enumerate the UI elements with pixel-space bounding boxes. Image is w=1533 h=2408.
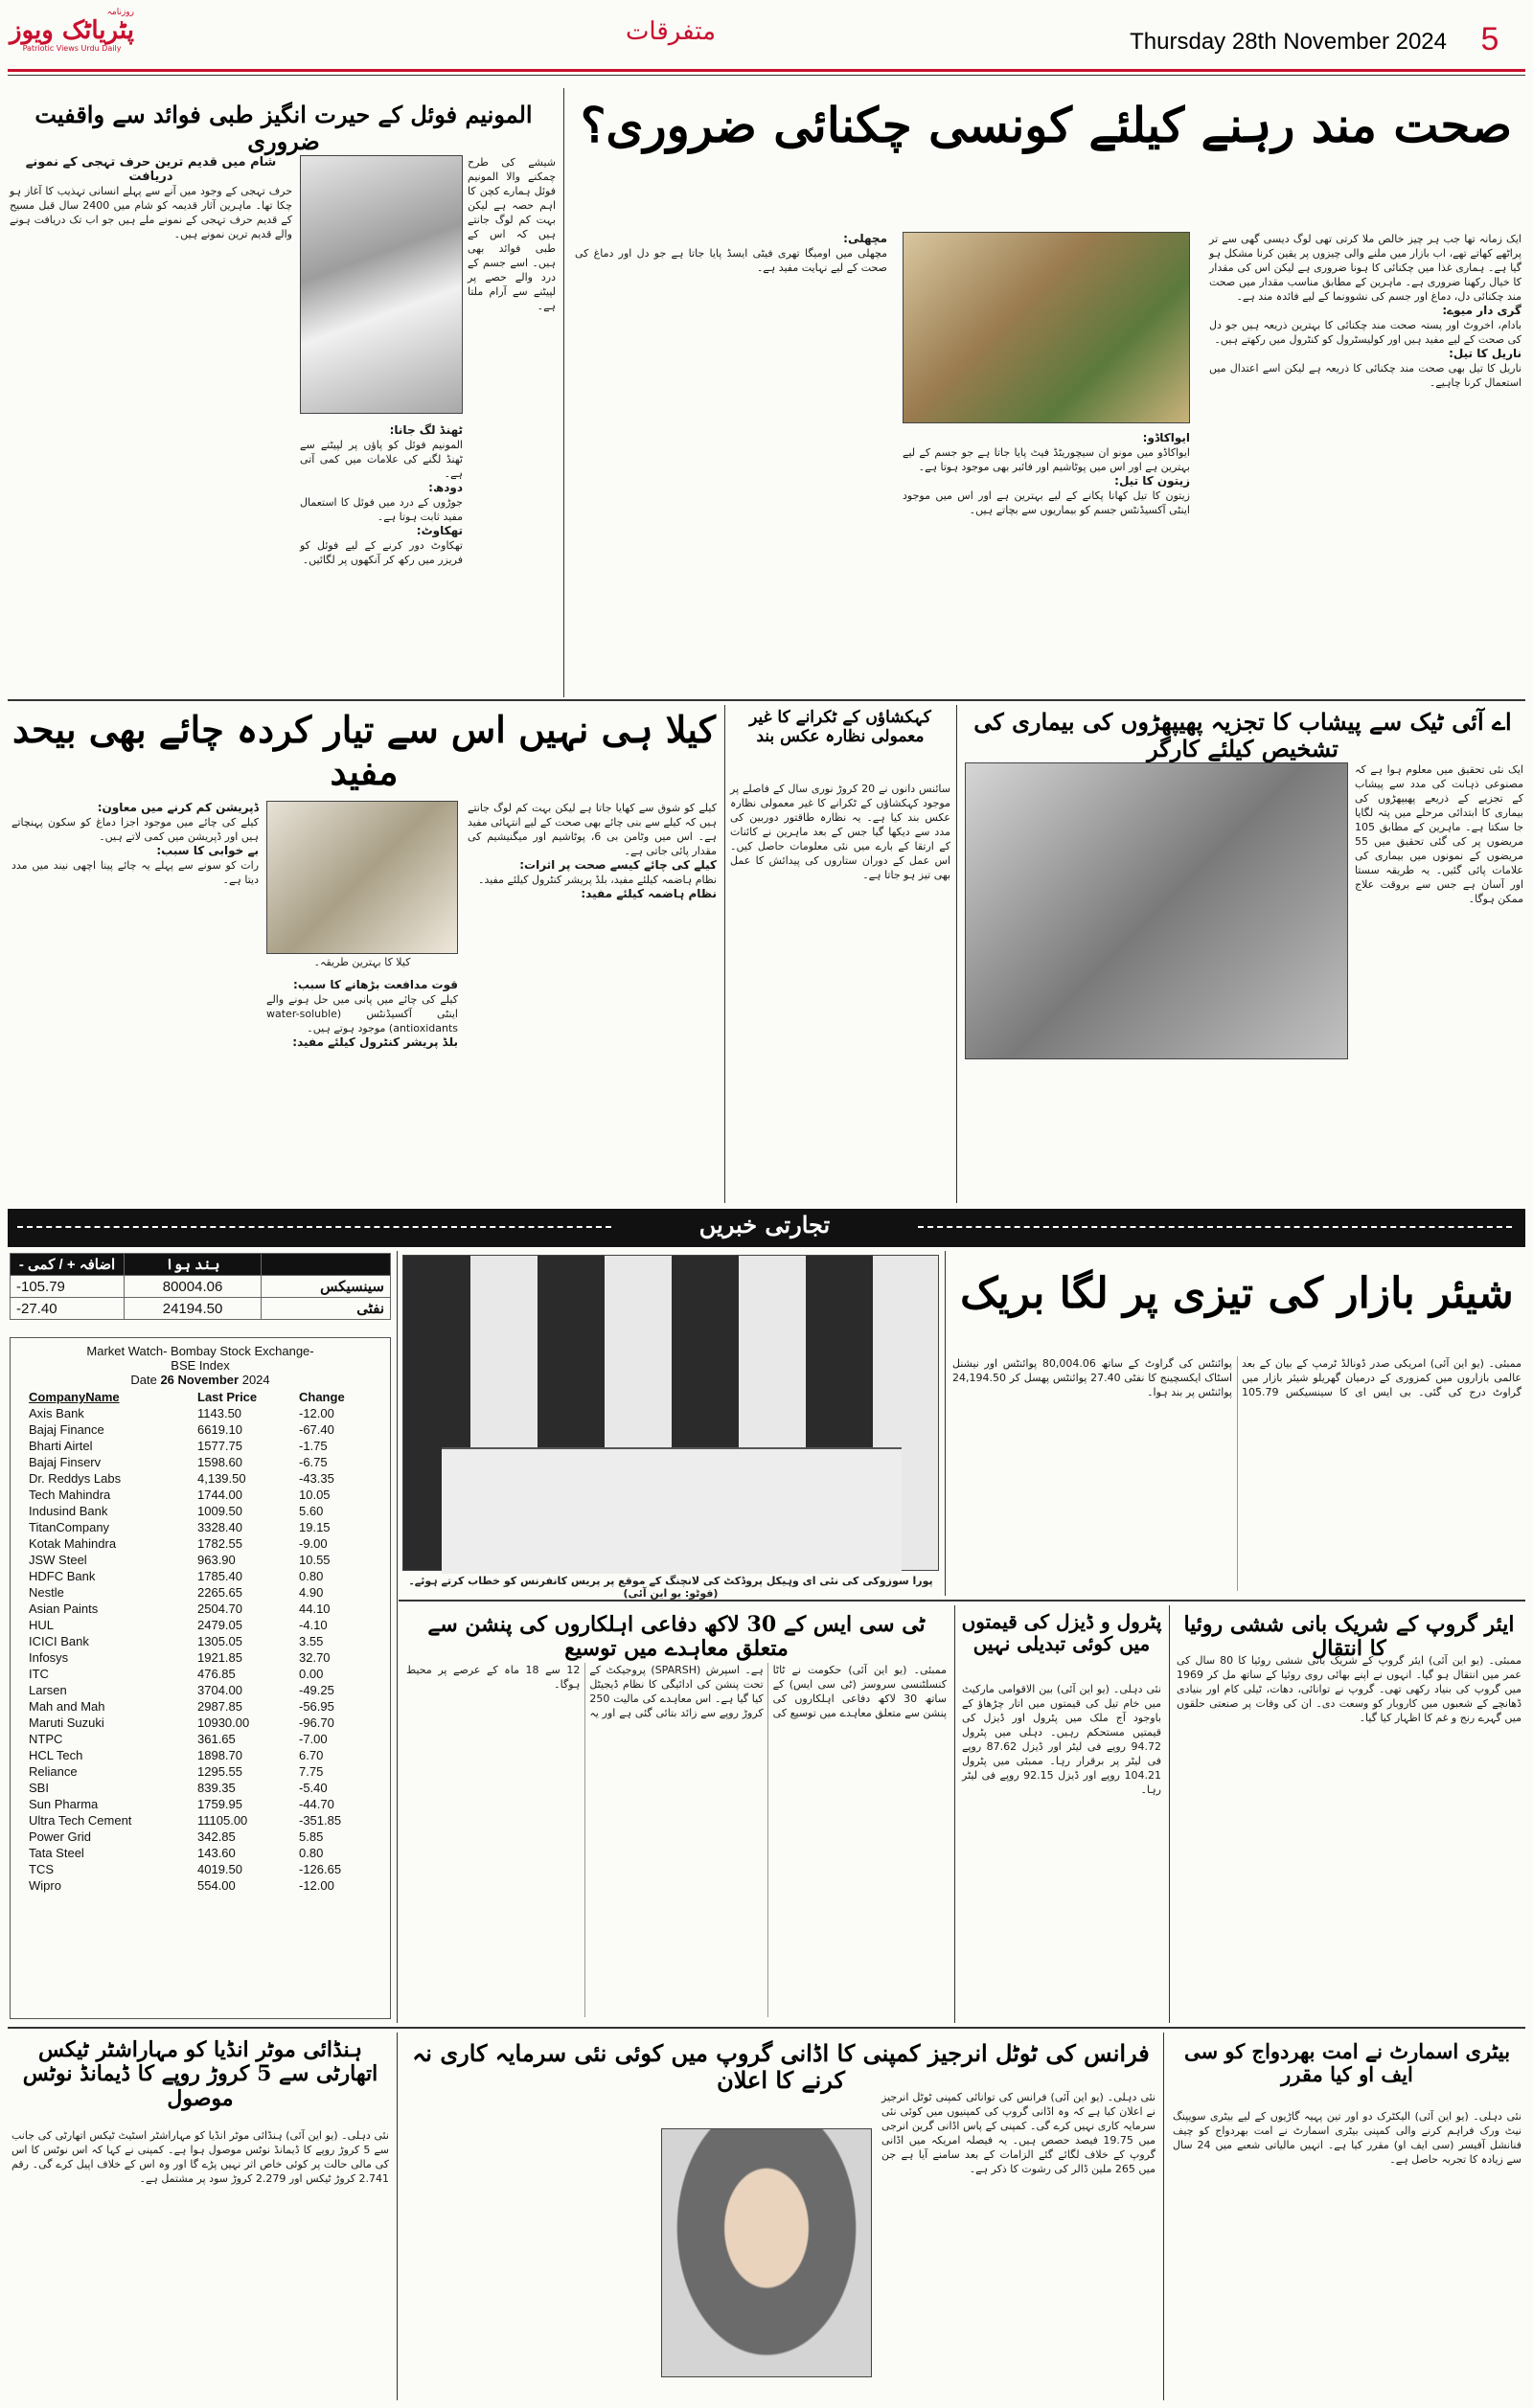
indices-value: 24194.50 — [125, 1298, 262, 1320]
article-air-body: ممبئی۔ (یو این آئی) ایئر گروپ کے شریک بانی ششی روئیا کا 80 سال کی عمر میں انتقال ہو گیا۔ انہوں نے اپنے بھائی روی روئیا کے ساتھ مل کر 1969 میں گروپ کی بنیاد رکھی تھی۔ گروپ نے توانائی، دھات، ٹیلی کام اور بنیادی ڈھانچے کے شعبوں میں کاروبار کو وسعت دی۔ ان کی وفات پر صنعتی حلقوں میں گہرے رنج و غم کا اظہار کیا گیا۔ — [1177, 1654, 1522, 1724]
market-watch-row — [26, 1649, 378, 1666]
article-ai — [960, 705, 1525, 1203]
indices-name: نفٹی — [262, 1298, 391, 1320]
market-watch-change: 10.05 — [299, 1488, 331, 1502]
article-air — [1173, 1605, 1525, 2023]
market-watch-date-label: Date — [130, 1373, 157, 1387]
market-watch-price: 1744.00 — [197, 1488, 242, 1502]
market-watch-company: Larsen — [29, 1683, 67, 1697]
market-watch-company: Power Grid — [29, 1829, 92, 1844]
article-banana-body5: نظام ہاضمہ کیلئے مفید، بلڈ پریشر کنٹرول کیلئے مفید۔ — [478, 874, 717, 886]
gautam-adani-photo — [661, 2128, 872, 2377]
article-ai-body-side — [1355, 762, 1523, 1198]
article-petrol-headline: پٹرول و ڈیزل کی قیمتوں میں کوئی تبدیلی نہیں — [961, 1610, 1162, 1655]
article-health-body: ایک زمانہ تھا جب ہر چیز خالص ملا کرتی تھی لوگ دیسی گھی سے تر پراٹھے کھاتے تھے، اب بازار میں ملنے والی چیزوں پر یقین کرنا مشکل ہو گیا ہے۔ ہماری غذا میں چکنائی کا ہونا ضروری ہے لیکن اس کی مقدار کا خیال رکھنا ضروری ہے۔ ماہرین کے مطابق مناسب مقدار میں صحت مند چکنائی دل، دماغ اور جسم کی نشوونما کے لیے فائدہ مند ہے۔ — [1209, 233, 1522, 303]
market-watch-rows — [26, 1405, 378, 1894]
article-galaxy-headline: کہکشاؤں کے ٹکرانے کا غیر معمولی نظارہ عکس بند — [749, 708, 931, 746]
market-watch-change: -5.40 — [299, 1781, 328, 1795]
article-foil-sub1: شام میں قدیم ترین حرف تہجی کے نمونے دریافت — [25, 155, 277, 184]
article-galaxy-body: سائنس دانوں نے 20 کروڑ نوری سال کے فاصلے پر موجود کہکشاؤں کے ٹکرانے کا غیر معمولی نظارہ عکس بند کیا ہے۔ یہ نظارہ طاقتور دوربین کی مدد سے دیکھا گیا جس کے بعد ماہرین نے کائنات کے ارتقا کے بارے میں نئی معلومات حاصل کیں۔ اس عمل کے دوران ستاروں کی پیدائش کا عمل بھی تیز ہو جاتا ہے۔ — [730, 783, 950, 881]
foil-wrapped-foot-photo — [300, 155, 463, 414]
article-battery — [1169, 2033, 1525, 2400]
article-tcs-body: ممبئی۔ (یو این آئی) حکومت نے ٹاٹا کنسلٹنسی سروسز (ٹی سی ایس) کے ساتھ 30 لاکھ دفاعی اہلکاروں کی پنشن سے متعلق معاہدے میں توسیع کی ہے۔ اسپرش (SPARSH) پروجیکٹ کے تحت پنشن کی ادائیگی کا نظام ڈیجیٹل کیا گیا ہے۔ اس معاہدے کی مالیت 250 کروڑ روپے سے زائد بتائی گئی ہے اور یہ 12 سے 18 ماہ کے عرصے پر محیط ہوگا۔ — [406, 1664, 947, 1719]
market-watch-price: 1898.70 — [197, 1748, 242, 1762]
market-watch-date — [11, 1373, 390, 1387]
horizontal-rule-row1 — [8, 699, 1525, 701]
article-petrol-body: نئی دہلی۔ (یو این آئی) بین الاقوامی مارکیٹ میں خام تیل کی قیمتوں میں اتار چڑھاؤ کے باوجود آج ملک میں پٹرول اور ڈیزل کی قیمتیں مستحکم رہیں۔ دہلی میں پٹرول 94.72 روپے فی لیٹر اور ڈیزل 87.62 روپے فی لیٹر پر برقرار رہا۔ ممبئی میں پٹرول 104.21 روپے اور ڈیزل 92.15 روپے فی لیٹر رہا۔ — [962, 1683, 1161, 1796]
market-watch-change: -12.00 — [299, 1878, 334, 1893]
market-watch-company: Ultra Tech Cement — [29, 1813, 132, 1828]
market-watch-change: 3.55 — [299, 1634, 324, 1648]
market-watch-price: 476.85 — [197, 1667, 236, 1681]
indices-header-name — [262, 1254, 391, 1276]
article-health-col-left — [575, 232, 887, 692]
market-watch-row — [26, 1763, 378, 1780]
article-banana-col-right — [468, 801, 717, 1193]
market-watch-title: Market Watch- Bombay Stock Exchange- — [86, 1344, 314, 1358]
article-health-body3: ایواکاڈو میں مونو ان سیچوریٹڈ فیٹ پایا جاتا ہے جو جسم کے لیے بہترین ہے اور اس میں پوٹاشیم اور فائبر بھی موجود ہوتا ہے۔ — [903, 446, 1190, 473]
market-watch-company: HDFC Bank — [29, 1569, 96, 1583]
market-watch-company: TitanCompany — [29, 1520, 110, 1534]
masthead-rule — [8, 69, 1525, 72]
horizontal-rule-row3 — [399, 1600, 1525, 1602]
market-watch-company: Asian Paints — [29, 1602, 99, 1616]
masthead — [0, 0, 1533, 86]
market-watch-row — [26, 1617, 378, 1633]
market-watch-price: 4,139.50 — [197, 1471, 246, 1486]
market-watch-row — [26, 1584, 378, 1601]
indices-header-value: بند ہوا — [125, 1254, 262, 1276]
market-watch-company: NTPC — [29, 1732, 63, 1746]
market-watch-company: SBI — [29, 1781, 49, 1795]
press-conference-caption: پورا سوزوکی کی نئی ای وہیکل پروڈکٹ کی لانچنگ کے موقع پر پریس کانفرنس کو خطاب کرتے ہوئے۔ (فوٹو: یو این آئی) — [408, 1575, 933, 1600]
article-banana-sub3: قوت مدافعت بڑھانے کا سبب: — [293, 978, 458, 991]
article-banana-col-mid — [266, 978, 458, 1193]
article-health-body2: بادام، اخروٹ اور پستہ صحت مند چکنائی کا بہترین ذریعہ ہیں جو دل کی صحت کے لیے مفید ہیں اور کولیسٹرول کو کنٹرول میں رکھتے ہیں۔ — [1209, 319, 1522, 346]
article-health-sub3: زیتون کا تیل: — [1114, 474, 1190, 488]
market-watch-row — [26, 1698, 378, 1715]
article-air-headline: ایئر گروپ کے شریک بانی ششی روئیا کا انتقال — [1183, 1612, 1515, 1662]
market-watch-price: 1295.55 — [197, 1764, 242, 1779]
market-watch-change: -9.00 — [299, 1536, 328, 1551]
article-banana-body2: کیلے کی چائے میں موجود اجزا دماغ کو سکون پہنچاتے ہیں اور ڈپریشن میں کمی لاتے ہیں۔ — [11, 816, 259, 843]
market-watch-change: -7.00 — [299, 1732, 328, 1746]
article-battery-body: نئی دہلی۔ (یو این آئی) الیکٹرک دو اور تین پہیہ گاڑیوں کے لیے بیٹری سویپنگ نیٹ ورک فراہم کرنے والی کمپنی بیٹری اسمارٹ نے امت بھردواج کو چیف فنانشل آفیسر (سی ایف او) مقرر کیا ہے۔ انہیں مالیاتی شعبے میں 24 سال سے زیادہ کا تجربہ حاصل ہے۔ — [1173, 2110, 1522, 2166]
article-banana-sub1: ڈپریشن کم کرنے میں معاون: — [97, 801, 259, 814]
market-watch-price: 2479.05 — [197, 1618, 242, 1632]
vertical-rule-row2b — [724, 705, 725, 1203]
market-watch-row — [26, 1796, 378, 1812]
market-watch-row — [26, 1568, 378, 1584]
market-watch-row — [26, 1487, 378, 1503]
market-watch-col-change: Change — [299, 1390, 345, 1404]
market-watch-company: JSW Steel — [29, 1553, 87, 1567]
article-galaxy — [728, 705, 952, 1203]
market-watch-price: 1598.60 — [197, 1455, 242, 1469]
market-watch-price: 1921.85 — [197, 1650, 242, 1665]
article-foil-body2: حرف تہجی کے وجود میں آنے سے پہلے انسانی تہذیب کا آغاز ہو چکا تھا۔ ماہرین آثار قدیمہ کو شام میں 2400 سال قبل مسیح کے قدیم حرف تہجی کے نمونے ملے ہیں جو اب تک دریافت ہونے والے قدیم ترین نمونے ہیں۔ — [10, 185, 292, 240]
market-watch-company: Bajaj Finserv — [29, 1455, 102, 1469]
market-watch-company: Maruti Suzuki — [29, 1715, 104, 1730]
market-watch-col-company: CompanyName — [29, 1390, 120, 1404]
market-watch-company: Nestle — [29, 1585, 64, 1600]
logo-small-text: روزنامہ — [106, 8, 134, 17]
market-watch-row — [26, 1877, 378, 1894]
vertical-rule-row3a — [397, 1251, 398, 2023]
article-banana-body4: کیلے کی چائے میں پانی میں حل ہونے والے اینٹی آکسیڈنٹس (water-soluble antioxidants) موجود ہوتے ہیں۔ — [266, 993, 458, 1034]
market-watch-company: Wipro — [29, 1878, 61, 1893]
market-watch-company: Dr. Reddys Labs — [29, 1471, 122, 1486]
market-watch-box — [10, 1337, 391, 2019]
market-watch-change: 44.10 — [299, 1602, 331, 1616]
article-foil-sub3: دودھ: — [428, 481, 463, 494]
article-health-headline: صحت مند رہنے کیلئے کونسی چکنائی ضروری؟ — [580, 97, 1513, 153]
market-watch-company: Axis Bank — [29, 1406, 84, 1420]
market-watch-company: Kotak Mahindra — [29, 1536, 117, 1551]
article-health-sub1: گری دار میوے: — [1442, 304, 1522, 317]
article-foil-sub4: تھکاوٹ: — [416, 524, 463, 537]
vertical-rule-row4a — [954, 1605, 955, 2023]
market-watch-change: 0.80 — [299, 1846, 324, 1860]
article-health — [567, 88, 1525, 697]
market-watch-price: 342.85 — [197, 1829, 236, 1844]
market-watch-price: 6619.10 — [197, 1422, 242, 1437]
logo-subtitle: Patriotic Views Urdu Daily — [22, 44, 122, 53]
indices-header-change: اضافہ + / کمی - — [11, 1254, 125, 1276]
market-watch-change: -4.10 — [299, 1618, 328, 1632]
article-foil-col-right — [468, 155, 556, 688]
article-battery-headline: بیٹری اسمارٹ نے امت بھردواج کو سی ایف او کیا مقرر — [1183, 2039, 1511, 2087]
market-watch-price: 1577.75 — [197, 1439, 242, 1453]
article-health-sub5: ناریل کا تیل: — [1449, 347, 1522, 360]
indices-change: -27.40 — [11, 1298, 125, 1320]
market-watch-row — [26, 1812, 378, 1829]
indices-value: 80004.06 — [125, 1276, 262, 1298]
market-watch-change: 0.80 — [299, 1569, 324, 1583]
market-watch-row — [26, 1535, 378, 1552]
banana-tea-photo — [266, 801, 458, 954]
vertical-rule-row1 — [563, 88, 564, 697]
article-petrol — [958, 1605, 1165, 2023]
article-foil-body5: تھکاوٹ دور کرنے کے لیے فوئل کو فریزر میں رکھ کر آنکھوں پر لگائیں۔ — [300, 539, 463, 566]
article-banana-sub2: بے خوابی کا سبب: — [156, 844, 259, 857]
indices-row — [11, 1298, 391, 1320]
market-watch-company: Tech Mahindra — [29, 1488, 111, 1502]
market-watch-price: 11105.00 — [197, 1813, 248, 1828]
article-ai-headline: اے آئی ٹیک سے پیشاب کا تجزیہ پھیپھڑوں کی بیماری کی تشخیص کیلئے کارگر — [973, 708, 1512, 762]
market-watch-change: -126.65 — [299, 1862, 342, 1876]
market-watch-row — [26, 1503, 378, 1519]
market-watch-row — [26, 1470, 378, 1487]
article-health-body4: زیتون کا تیل کھانا پکانے کے لیے بہترین ہے اور اس میں موجود اینٹی آکسیڈنٹس جسم کو بیماریوں سے بچاتے ہیں۔ — [903, 489, 1190, 516]
article-market-body: ممبئی۔ (یو این آئی) امریکی صدر ڈونالڈ ٹرمپ کے بیان کے بعد عالمی بازاروں میں کمزوری کے درمیان گھریلو شیئر بازار میں گراوٹ درج کی گئی۔ بی ایس ای کا سینسیکس 105.79 پوائنٹس کی گراوٹ کے ساتھ 80,004.06 پوائنٹس اور نیشنل اسٹاک ایکسچینج کا نفٹی 27.40 پوائنٹس پھسل کر 24,194.50 پوائنٹس پر بند ہوا۔ — [952, 1357, 1522, 1398]
market-watch-company: ITC — [29, 1667, 49, 1681]
market-watch-price: 1143.50 — [197, 1406, 242, 1420]
market-watch-change: 19.15 — [299, 1520, 331, 1534]
market-watch-row — [26, 1731, 378, 1747]
market-watch-company: HUL — [29, 1618, 55, 1632]
market-watch-price: 143.60 — [197, 1846, 236, 1860]
article-health-sub4: مچھلی: — [843, 232, 887, 245]
logo-text: پٹریاٹک ویوز — [10, 16, 134, 45]
article-foil-body3: المونیم فوئل کو پاؤں پر لپیٹنے سے ٹھنڈ لگنے کی علامات میں کمی آتی ہے۔ — [300, 439, 463, 480]
market-watch-subtitle: BSE Index — [171, 1358, 230, 1373]
article-banana-body: کیلے کو شوق سے کھایا جاتا ہے لیکن بہت کم لوگ جانتے ہیں کہ کیلے سے بنی چائے بھی صحت کے لیے انتہائی مفید ہے۔ اس میں وٹامن بی 6، پوٹاشیم اور میگنیشیم کی مقدار پائی جاتی ہے۔ — [468, 802, 718, 857]
market-watch-price: 4019.50 — [197, 1862, 242, 1876]
market-watch-change: -1.75 — [299, 1439, 328, 1453]
article-banana-col-left — [11, 801, 259, 1193]
market-watch-price: 361.65 — [197, 1732, 236, 1746]
market-watch-change: 32.70 — [299, 1650, 331, 1665]
market-watch-company: Bajaj Finance — [29, 1422, 104, 1437]
urine-test-photo — [965, 762, 1348, 1059]
article-market-headline: شیئر بازار کی تیزی پر لگا بریک — [960, 1269, 1514, 1318]
indices-row — [11, 1276, 391, 1298]
page-number: 5 — [1480, 21, 1499, 57]
market-watch-company: Indusind Bank — [29, 1504, 108, 1518]
article-banana-sub5: نظام ہاضمہ کیلئے مفید: — [581, 887, 717, 900]
article-banana-sub4: کیلے کی چائے کیسے صحت پر اثرات: — [519, 858, 717, 872]
banana-tea-caption: کیلا کا بہترین طریقہ۔ — [313, 956, 411, 968]
article-banana-body3: رات کو سونے سے پہلے یہ چائے پینا اچھی نیند میں مدد دیتا ہے۔ — [11, 859, 259, 886]
article-foil-body: شیشے کی طرح چمکنے والا المونیم فوئل ہمارے کچن کا اہم حصہ ہے لیکن بہت کم لوگ جانتے ہیں کہ اس کے طبی فوائد بھی ہیں۔ اسے جسم کے درد والے حصے پر لپیٹنے سے آرام ملتا ہے۔ — [468, 156, 556, 312]
market-watch-row — [26, 1666, 378, 1682]
article-health-sub2: ایواکاڈو: — [1142, 431, 1190, 444]
market-watch-company: Tata Steel — [29, 1846, 84, 1860]
indices-box — [10, 1253, 391, 1328]
article-hyundai-headline: ہنڈائی موٹر انڈیا کو مہاراشٹر ٹیکس اتھارٹی سے 5 کروڑ روپے کا ڈیمانڈ نوٹس موصول — [22, 2037, 378, 2111]
market-watch-row — [26, 1829, 378, 1845]
vertical-rule-row5a — [397, 2033, 398, 2400]
market-watch-change: 10.55 — [299, 1553, 331, 1567]
market-watch-price: 963.90 — [197, 1553, 236, 1567]
newspaper-logo — [10, 8, 134, 63]
market-watch-row — [26, 1438, 378, 1454]
article-tcs-headline: ٹی سی ایس کے 30 لاکھ دفاعی اہلکاروں کی پنشن سے متعلق معاہدے میں توسیع — [427, 1612, 926, 1662]
market-watch-row — [26, 1421, 378, 1438]
market-watch-change: -96.70 — [299, 1715, 334, 1730]
market-watch-change: 4.90 — [299, 1585, 324, 1600]
market-watch-price: 2987.85 — [197, 1699, 242, 1714]
market-watch-price: 1009.50 — [197, 1504, 242, 1518]
press-table — [442, 1447, 902, 1574]
business-banner-dashes-right — [918, 1226, 1512, 1228]
market-watch-change: -6.75 — [299, 1455, 328, 1469]
market-watch-price: 1759.95 — [197, 1797, 242, 1811]
section-title: متفرقات — [625, 17, 717, 46]
masthead-rule-thin — [8, 75, 1525, 76]
market-watch-company: TCS — [29, 1862, 54, 1876]
market-watch-change: -56.95 — [299, 1699, 334, 1714]
market-watch-price: 839.35 — [197, 1781, 236, 1795]
vertical-rule-row4b — [1169, 1605, 1170, 2023]
indices-name: سینسیکس — [262, 1276, 391, 1298]
article-adani-headline: فرانس کی ٹوٹل انرجیز کمپنی کا اڈانی گروپ میں کوئی نئی سرمایہ کاری نہ کرنے کا اعلان — [412, 2039, 1150, 2094]
article-foil-body4: جوڑوں کے درد میں فوئل کا استعمال مفید ثابت ہوتا ہے۔ — [300, 496, 463, 523]
article-adani-body: نئی دہلی۔ (یو این آئی) فرانس کی توانائی کمپنی ٹوٹل انرجیز نے اعلان کیا ہے کہ وہ اڈانی گروپ کی کمپنیوں میں کوئی نئی سرمایہ کاری نہیں کرے گی۔ کمپنی کے پاس اڈانی گرین انرجی میں 19.75 فیصد حصص ہیں۔ یہ فیصلہ امریکہ میں اڈانی گروپ کے خلاف لگائے گئے الزامات کے بعد سامنے آیا ہے جن میں 265 ملین ڈالر کی رشوت کا ذکر ہے۔ — [881, 2091, 1155, 2175]
market-watch-change: -44.70 — [299, 1797, 334, 1811]
article-foil-col-left — [10, 155, 292, 688]
market-watch-change: -67.40 — [299, 1422, 334, 1437]
market-watch-price: 10930.00 — [197, 1715, 250, 1730]
market-watch-price: 2265.65 — [197, 1585, 242, 1600]
market-watch-date-year: 2024 — [241, 1373, 270, 1387]
article-foil-col-mid — [300, 423, 463, 688]
food-fats-photo — [903, 232, 1190, 423]
market-watch-company: ICICI Bank — [29, 1634, 89, 1648]
market-watch-col-price: Last Price — [197, 1390, 258, 1404]
market-watch-change: 7.75 — [299, 1764, 324, 1779]
market-watch-change: -351.85 — [299, 1813, 342, 1828]
article-ai-body: ایک نئی تحقیق میں معلوم ہوا ہے کہ مصنوعی ذہانت کی مدد سے پیشاب کے تجزیے کے ذریعے پھیپھڑوں کی بیماری کا ابتدائی مرحلے میں پتہ لگایا جا سکتا ہے۔ ماہرین کے مطابق 105 مریضوں پر کی گئی تحقیق میں 55 مریضوں کے نمونوں میں بیماری کی علامات پائی گئیں۔ یہ طریقہ سستا اور آسان ہے جس سے بروقت علاج ممکن ہوگا۔ — [1355, 763, 1523, 905]
article-health-col-mid — [903, 431, 1190, 690]
article-foil — [8, 88, 560, 697]
market-watch-company: HCL Tech — [29, 1748, 83, 1762]
horizontal-rule-row4 — [8, 2027, 1525, 2029]
market-watch-row — [26, 1780, 378, 1796]
market-watch-price: 1782.55 — [197, 1536, 242, 1551]
market-watch-price: 3704.00 — [197, 1683, 242, 1697]
market-watch-row — [26, 1715, 378, 1731]
market-watch-price: 554.00 — [197, 1878, 236, 1893]
article-hyundai — [10, 2033, 391, 2400]
market-watch-row — [26, 1519, 378, 1535]
article-adani — [402, 2033, 1159, 2400]
market-watch-price: 3328.40 — [197, 1520, 242, 1534]
article-hyundai-body: نئی دہلی۔ (یو این آئی) ہنڈائی موٹر انڈیا کو مہاراشٹر اسٹیٹ ٹیکس اتھارٹی کی جانب سے 5 کروڑ روپے کا ڈیمانڈ نوٹس موصول ہوا ہے۔ کمپنی نے کہا کہ اس نوٹس کا اس کی مالی حالت پر کوئی خاص اثر نہیں پڑے گا اور وہ اس کے خلاف اپیل کرے گی۔ رقم 2.741 کروڑ ٹیکس اور 2.279 کروڑ سود پر مشتمل ہے۔ — [11, 2129, 389, 2185]
business-banner-title: تجارتی خبریں — [698, 1211, 831, 1238]
market-watch-row — [26, 1633, 378, 1649]
article-health-col-right — [1209, 232, 1522, 692]
market-watch-row — [26, 1747, 378, 1763]
article-banana — [8, 705, 721, 1203]
indices-table — [10, 1253, 391, 1320]
market-watch-company: Bharti Airtel — [29, 1439, 93, 1453]
market-watch-change: 5.60 — [299, 1504, 324, 1518]
market-watch-row — [26, 1682, 378, 1698]
market-watch-row — [26, 1552, 378, 1568]
business-banner-dashes-left — [17, 1226, 611, 1228]
article-banana-sub6: بلڈ پریشر کنٹرول کیلئے مفید: — [292, 1035, 458, 1049]
market-watch-row — [26, 1861, 378, 1877]
indices-change: -105.79 — [11, 1276, 125, 1298]
market-watch-date-day: 26 November — [160, 1373, 240, 1387]
market-watch-change: 6.70 — [299, 1748, 324, 1762]
market-watch-change: -12.00 — [299, 1406, 334, 1420]
article-foil-headline: المونیم فوئل کے حیرت انگیز طبی فوائد سے واقفیت ضروری — [34, 101, 533, 155]
article-health-body6: ناریل کا تیل بھی صحت مند چکنائی کا ذریعہ ہے لیکن اسے اعتدال میں استعمال کرنا چاہیے۔ — [1209, 362, 1522, 389]
market-watch-company: Sun Pharma — [29, 1797, 99, 1811]
market-watch-change: -43.35 — [299, 1471, 334, 1486]
article-market — [949, 1251, 1525, 1596]
market-watch-change: -49.25 — [299, 1683, 334, 1697]
market-watch-row — [26, 1405, 378, 1421]
market-watch-company: Mah and Mah — [29, 1699, 105, 1714]
issue-date: Thursday 28th November 2024 — [1130, 29, 1447, 55]
vertical-rule-row2a — [956, 705, 957, 1203]
market-watch-company: Reliance — [29, 1764, 78, 1779]
article-foil-sub2: ٹھنڈ لگ جانا: — [389, 423, 463, 437]
vertical-rule-row5b — [1163, 2033, 1164, 2400]
market-watch-company: Infosys — [29, 1650, 69, 1665]
market-watch-change: 5.85 — [299, 1829, 324, 1844]
vertical-rule-row3b — [945, 1251, 946, 1596]
article-health-body5: مچھلی میں اومیگا تھری فیٹی ایسڈ پایا جاتا ہے جو دل اور دماغ کی صحت کے لیے نہایت مفید ہے۔ — [575, 247, 887, 274]
market-watch-change: 0.00 — [299, 1667, 324, 1681]
market-watch-row — [26, 1601, 378, 1617]
market-watch-row — [26, 1454, 378, 1470]
market-watch-table — [26, 1389, 378, 1894]
market-watch-price: 1785.40 — [197, 1569, 242, 1583]
article-banana-headline: کیلا ہی نہیں اس سے تیار کردہ چائے بھی بیحد مفید — [12, 708, 716, 793]
article-adani-body-left — [404, 2090, 655, 2397]
market-watch-price: 2504.70 — [197, 1602, 242, 1616]
market-watch-row — [26, 1845, 378, 1861]
article-tcs — [402, 1605, 950, 2023]
press-conference-photo — [402, 1255, 939, 1571]
business-banner — [8, 1209, 1525, 1247]
market-watch-price: 1305.05 — [197, 1634, 242, 1648]
